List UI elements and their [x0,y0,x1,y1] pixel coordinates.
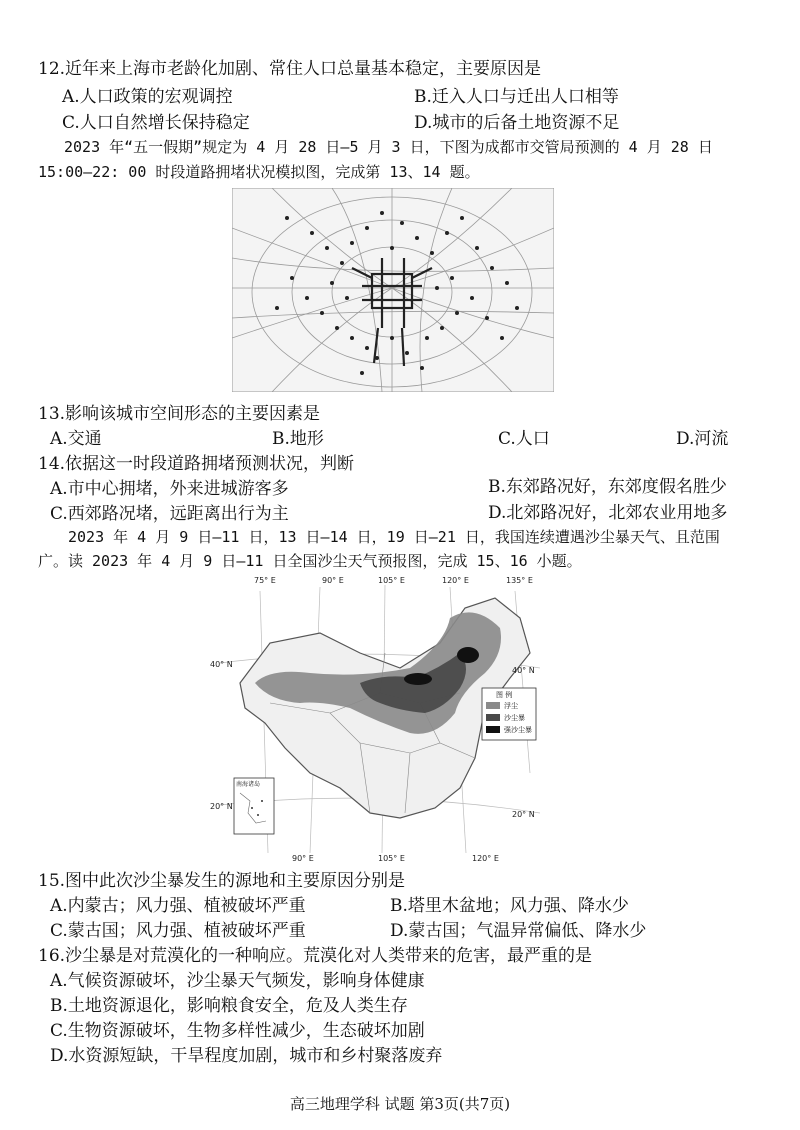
q15-option-c: C.蒙古国；风力强、植被破坏严重 [50,921,306,941]
q12-option-a: A.人口政策的宏观调控 [62,87,233,107]
intro-13-line2: 15:00—22: 00 时段道路拥堵状况模拟图，完成第 13、14 题。 [38,163,480,181]
q12-option-b: B.迁入人口与迁出人口相等 [414,87,619,107]
lon-label-135: 135° E [506,576,533,585]
lon-label-bottom-105: 105° E [378,854,405,863]
map-legend [482,688,536,740]
lon-label-105: 105° E [378,576,405,585]
q12-stem: 12.近年来上海市老龄化加剧、常住人口总量基本稳定，主要原因是 [38,59,542,79]
lon-label-bottom-120: 120° E [472,854,499,863]
q14-option-d: D.北郊路况好，北郊农业用地多 [488,503,728,523]
q13-option-b: B.地形 [272,429,324,449]
q16-option-c: C.生物资源破坏，生物多样性减少，生态破坏加剧 [50,1021,425,1041]
dust-forecast-map [210,573,540,865]
q13-option-a: A.交通 [50,429,102,449]
q15-option-b: B.塔里木盆地；风力强、降水少 [390,896,629,916]
lat-label-20-right: 20° N [512,810,535,819]
q12-option-c: C.人口自然增长保持稳定 [62,113,250,133]
q14-stem: 14.依据这一时段道路拥堵预测状况，判断 [38,454,355,474]
q16-stem: 16.沙尘暴是对荒漠化的一种响应。荒漠化对人类带来的危害，最严重的是 [38,946,593,966]
q13-option-c: C.人口 [498,429,550,449]
legend-title: 图 例 [496,691,513,699]
intro-15-line1: 2023 年 4 月 9 日—11 日，13 日—14 日，19 日—21 日，我国连续遭遇沙尘暴天气、且范围 [68,528,720,546]
lon-label-120: 120° E [442,576,469,585]
q15-option-d: D.蒙古国；气温异常偏低、降水少 [390,921,647,941]
chengdu-congestion-map [232,188,554,392]
lat-label-20-left: 20° N [210,802,233,811]
q15-stem: 15.图中此次沙尘暴发生的源地和主要原因分别是 [38,871,406,891]
inset-title: 南海诸岛 [236,781,261,788]
q16-option-d: D.水资源短缺，干旱程度加剧，城市和乡村聚落废弃 [50,1046,443,1066]
legend-label-floating-dust: 浮尘 [504,702,518,710]
legend-swatch-sandstorm [486,714,500,721]
lon-label-90: 90° E [322,576,344,585]
q14-option-a: A.市中心拥堵，外来进城游客多 [50,479,289,499]
q15-option-a: A.内蒙古；风力强、植被破坏严重 [50,896,306,916]
south-china-sea-inset [234,778,274,834]
q13-stem: 13.影响该城市空间形态的主要因素是 [38,404,321,424]
legend-swatch-floating-dust [486,702,500,709]
legend-label-strong-sandstorm: 强沙尘暴 [504,726,532,734]
lat-label-40-right: 40° N [512,666,535,675]
q13-option-d: D.河流 [676,429,729,449]
lon-label-bottom-90: 90° E [292,854,314,863]
lat-label-40-left: 40° N [210,660,233,669]
intro-15-line2: 广。读 2023 年 4 月 9 日—11 日全国沙尘天气预报图，完成 15、16 小题。 [38,552,582,570]
q16-option-a: A.气候资源破坏，沙尘暴天气频发，影响身体健康 [50,971,425,991]
intro-13-line1: 2023 年“五一假期”规定为 4 月 28 日—5 月 3 日，下图为成都市交管局预测的 4 月 28 日 [64,138,713,156]
legend-label-sandstorm: 沙尘暴 [504,714,525,722]
page-footer: 高三地理学科 试题 第3页(共7页) [289,1095,511,1113]
q16-option-b: B.土地资源退化，影响粮食安全，危及人类生存 [50,996,408,1016]
lon-label-75: 75° E [254,576,276,585]
q14-option-c: C.西郊路况堵，远距离出行为主 [50,504,289,524]
q14-option-b: B.东郊路况好，东郊度假名胜少 [488,477,727,497]
legend-swatch-strong-sandstorm [486,726,500,733]
q12-option-d: D.城市的后备土地资源不足 [414,113,620,133]
